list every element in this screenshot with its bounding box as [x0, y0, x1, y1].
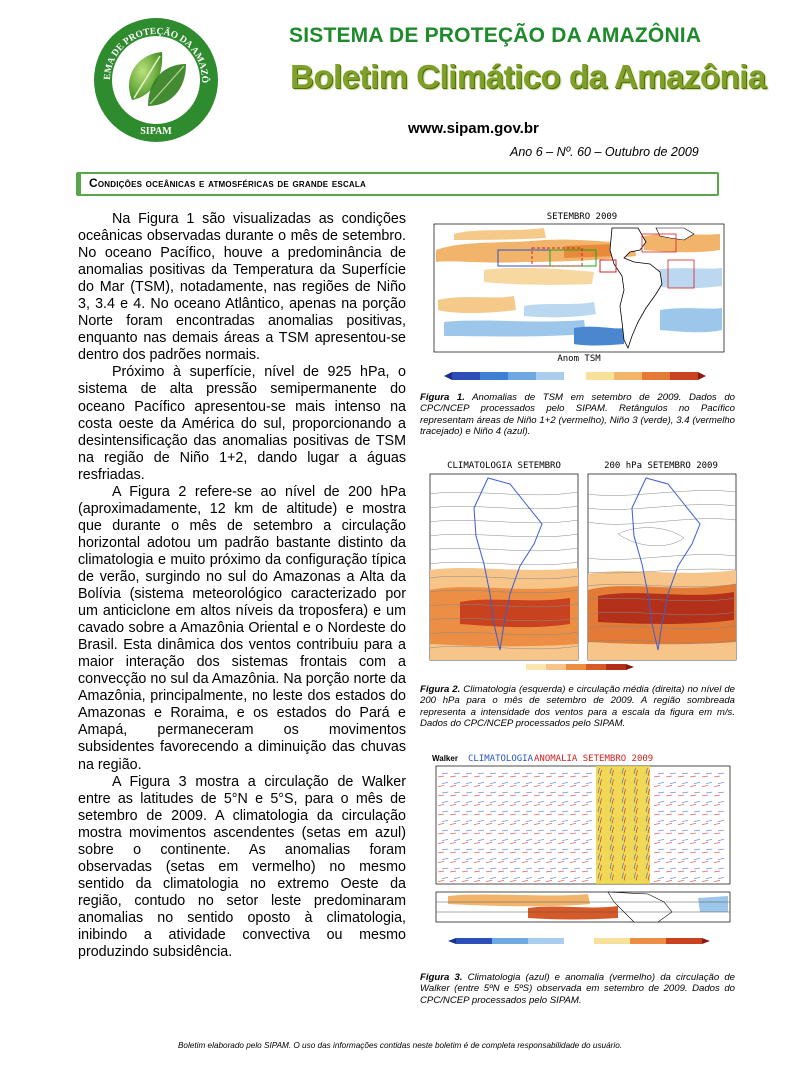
fig3-title-clim: CLIMATOLOGIA	[468, 754, 534, 764]
figure-3-walker-circulation	[428, 752, 736, 970]
fig3-title-prefix: Walker	[432, 754, 458, 763]
svg-text:SIPAM: SIPAM	[140, 126, 172, 137]
fig3-title-anom: ANOMALIA SETEMBRO 2009	[534, 754, 654, 764]
website-link[interactable]: www.sipam.gov.br	[408, 120, 539, 137]
fig1-title: SETEMBRO 2009	[546, 212, 618, 222]
paragraph: A Figura 2 refere-se ao nível de 200 hPa (aproximadamente, 12 km de altitude) e mostra que durante o mês de setembro a circulação horizontal adotou um padrão bastante distinto da climatologia e muito próximo da configuração típica de verão, surgindo no sul do Amazonas a Alta da Bolívia (sistema meteorológico caracterizado por um anticiclone em altos níveis da troposfera) e um cavado sobre a Amazônia Oriental e o Nordeste do Brasil. Esta dinâmica dos ventos contribuiu para a maior interação dos sistemas frontais com a convecção no sul da Amazônia. Na porção norte da Amazônia, principalmente, no leste dos estados do Amazonas e Roraima, e os estados do Pará e Amapá, permaneceram os movimentos subsidentes favorecendo a diminuição das chuvas na região.	[78, 483, 406, 773]
section-title: Condições oceânicas e atmosféricas de grande escala	[89, 176, 366, 190]
paragraph: Próximo à superfície, nível de 925 hPa, o sistema de alta pressão semipermanente do oceano Pacífico apresentou-se mais intenso na costa oeste da América do sul, proporcionando a desintensificação das anomalias positivas de TSM na região de Niño 1+2, dando lugar a águas resfriadas.	[78, 364, 406, 483]
bulletin-title: Boletim Climático da Amazônia	[290, 58, 766, 95]
issue-info: Ano 6 – Nº. 60 – Outubro de 2009	[510, 145, 699, 159]
figure-1-caption: Figura 1. Anomalias de TSM em setembro de 2009. Dados do CPC/NCEP processados pelo SIPAM. Retângulos no Pacífico representam áreas de Niño 1+2 (vermelho), Niño 3 (verde), 3.4 (vermelho tracejado) e Niño 4 (azul).	[420, 392, 735, 438]
leaf-logo-icon	[92, 16, 220, 144]
footer-disclaimer: Boletim elaborado pelo SIPAM. O uso das informações contidas neste boletim é de completa responsabilidade do usuário.	[177, 1041, 623, 1050]
fig2-title-right: 200 hPa SETEMBRO 2009	[604, 461, 718, 471]
sipam-logo	[92, 16, 220, 144]
figure-1-sst-map	[424, 210, 740, 390]
fig1-axis-label: Anom TSM	[557, 354, 601, 364]
org-title: SISTEMA DE PROTEÇÃO DA AMAZÔNIA	[289, 24, 702, 47]
fig2-title-left: CLIMATOLOGIA SETEMBRO	[447, 461, 561, 471]
section-header	[76, 172, 719, 196]
paragraph: A Figura 3 mostra a circulação de Walker entre as latitudes de 5°N e 5°S, para o mês de setembro de 2009. A climatologia da circulação mostra movimentos ascendentes (setas em azul) sobre o continente. As anomalias foram observadas (setas em vermelho) no mesmo sentido da climatologia no extremo Oeste da região, contudo no setor leste predominaram anomalias no sentido oposto à climatologia, inibindo a atividade convectiva ou mesmo produzindo subsidência.	[78, 773, 406, 961]
figure-3-caption: Figura 3. Climatologia (azul) e anomalia (vermelho) da circulação de Walker (entre 5ºN e 5ºS) observada em setembro de 2009. Dados do CPC/NCEP processados pelo SIPAM.	[420, 972, 735, 1006]
article-body	[78, 211, 406, 961]
paragraph: Na Figura 1 são visualizadas as condições oceânicas observadas durante o mês de setembro. No oceano Pacífico, houve a predominância de anomalias positivas da Temperatura da Superfície do Mar (TSM), notadamente, nas regiões de Niño 3, 3.4 e 4. No oceano Atlântico, apenas na porção Norte foram encontradas anomalias positivas, enquanto nas demais áreas a TSM apresentou-se dentro dos padrões normais.	[78, 211, 406, 364]
figure-2-wind-maps	[426, 458, 742, 680]
svg-text:SISTEMA DE PROTEÇÃO DA AMAZÔNI: EMA DE PROTEÇÃO DA AMAZÔ	[102, 26, 210, 84]
figure-2-caption: Figura 2. Climatologia (esquerda) e circulação média (direita) no nível de 200 hPa para o mês de setembro de 2009. A região sombreada representa a intensidade dos ventos para a escala da figura em m/s. Dados do CPC/NCEP processados pelo SIPAM.	[420, 684, 736, 730]
